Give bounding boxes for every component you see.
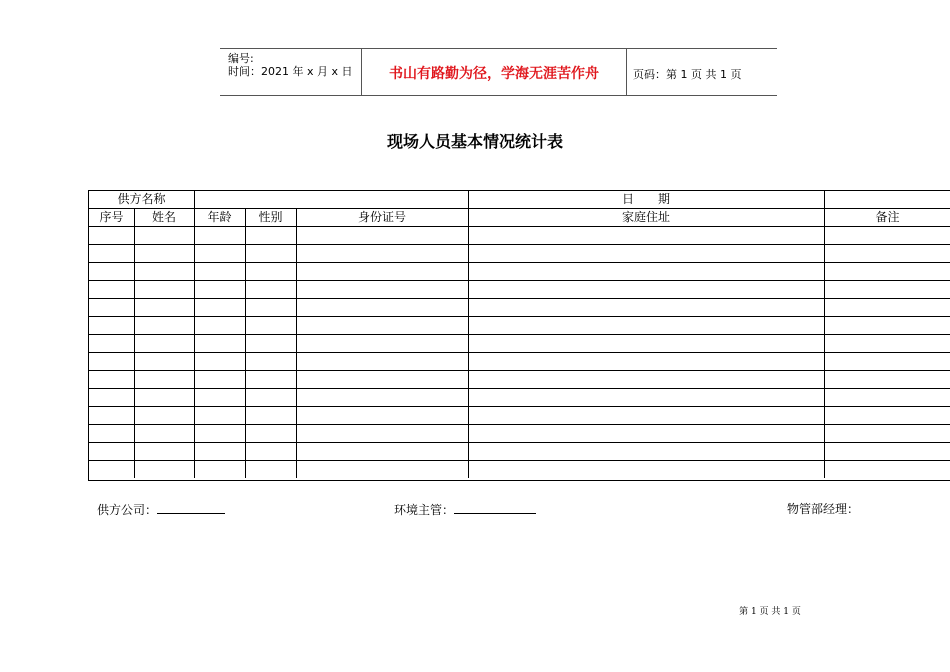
table-cell[interactable] — [468, 389, 824, 406]
table-cell[interactable] — [89, 461, 134, 478]
date-label: 日 期 — [621, 192, 670, 206]
supplier-name-label: 供方名称 — [117, 192, 166, 206]
table-cell[interactable] — [89, 227, 134, 244]
table-cell[interactable] — [134, 227, 194, 244]
table-cell[interactable] — [194, 317, 245, 334]
table-cell[interactable] — [194, 281, 245, 298]
table-cell[interactable] — [824, 371, 950, 388]
table-cell[interactable] — [468, 317, 824, 334]
table-cell[interactable] — [296, 281, 468, 298]
table-cell[interactable] — [89, 245, 134, 262]
table-cell[interactable] — [245, 371, 296, 388]
table-cell[interactable] — [194, 371, 245, 388]
table-cell[interactable] — [89, 371, 134, 388]
table-cell[interactable] — [296, 353, 468, 370]
materials-manager-signature — [787, 501, 859, 517]
table-cell[interactable] — [89, 281, 134, 298]
table-cell[interactable] — [194, 227, 245, 244]
table-cell[interactable] — [824, 425, 950, 442]
env-supervisor-label: 环境主管： — [394, 503, 455, 517]
table-cell[interactable] — [245, 353, 296, 370]
table-cell[interactable] — [296, 299, 468, 316]
table-cell[interactable] — [134, 263, 194, 280]
table-cell[interactable] — [296, 425, 468, 442]
column-header-home-address: 家庭住址 — [621, 210, 670, 224]
table-cell[interactable] — [468, 443, 824, 460]
table-cell[interactable] — [824, 407, 950, 424]
table-cell[interactable] — [824, 461, 950, 478]
table-cell[interactable] — [468, 353, 824, 370]
table-cell[interactable] — [194, 299, 245, 316]
table-cell[interactable] — [296, 443, 468, 460]
column-header-serial: 序号 — [99, 210, 124, 224]
table-cell[interactable] — [468, 263, 824, 280]
table-cell[interactable] — [296, 227, 468, 244]
table-cell[interactable] — [296, 371, 468, 388]
table-cell[interactable] — [89, 443, 134, 460]
column-header-gender: 性别 — [258, 210, 283, 224]
table-cell[interactable] — [245, 263, 296, 280]
table-cell[interactable] — [194, 389, 245, 406]
table-cell[interactable] — [245, 335, 296, 352]
table-cell[interactable] — [468, 299, 824, 316]
table-cell[interactable] — [134, 299, 194, 316]
table-cell[interactable] — [245, 299, 296, 316]
table-cell[interactable] — [194, 353, 245, 370]
table-cell[interactable] — [89, 335, 134, 352]
table-cell[interactable] — [194, 443, 245, 460]
table-cell[interactable] — [468, 407, 824, 424]
table-cell[interactable] — [296, 461, 468, 478]
table-cell[interactable] — [824, 245, 950, 262]
table-cell[interactable] — [89, 263, 134, 280]
table-cell[interactable] — [245, 389, 296, 406]
table-cell[interactable] — [468, 335, 824, 352]
table-cell[interactable] — [245, 227, 296, 244]
table-cell[interactable] — [468, 281, 824, 298]
table-cell[interactable] — [134, 335, 194, 352]
table-cell[interactable] — [296, 317, 468, 334]
document-number-label: 编号: — [228, 52, 254, 65]
materials-manager-label: 物管部经理： — [787, 502, 860, 516]
table-cell[interactable] — [245, 317, 296, 334]
table-cell[interactable] — [134, 245, 194, 262]
table-cell[interactable] — [245, 461, 296, 478]
table-cell[interactable] — [468, 245, 824, 262]
table-cell[interactable] — [245, 245, 296, 262]
column-header-name: 姓名 — [151, 210, 176, 224]
table-cell[interactable] — [824, 263, 950, 280]
supplier-name-value[interactable] — [194, 191, 468, 208]
page-footer: 第 1 页 共 1 页 — [739, 607, 801, 617]
table-cell[interactable] — [824, 281, 950, 298]
table-cell[interactable] — [468, 227, 824, 244]
supplier-company-label: 供方公司： — [97, 503, 158, 517]
header-slogan: 书山有路勤为径，学海无涯苦作舟 — [389, 66, 599, 82]
table-cell[interactable] — [824, 389, 950, 406]
table-cell[interactable] — [89, 389, 134, 406]
column-header-id-number: 身份证号 — [357, 210, 406, 224]
env-supervisor-signature — [394, 501, 536, 518]
table-cell[interactable] — [134, 461, 194, 478]
table-cell[interactable] — [194, 335, 245, 352]
table-cell[interactable] — [245, 281, 296, 298]
page-title: 现场人员基本情况统计表 — [386, 132, 563, 151]
table-cell[interactable] — [296, 389, 468, 406]
table-cell[interactable] — [89, 407, 134, 424]
table-cell[interactable] — [89, 299, 134, 316]
supplier-company-signature — [97, 501, 225, 518]
table-cell[interactable] — [134, 425, 194, 442]
table-cell[interactable] — [89, 317, 134, 334]
table-cell[interactable] — [296, 335, 468, 352]
table-cell[interactable] — [134, 443, 194, 460]
env-supervisor-blank[interactable] — [454, 501, 536, 514]
column-header-age: 年龄 — [207, 210, 232, 224]
table-cell[interactable] — [296, 245, 468, 262]
personnel-table — [88, 190, 950, 481]
column-header-remarks: 备注 — [875, 210, 900, 224]
table-cell[interactable] — [194, 425, 245, 442]
table-cell[interactable] — [824, 443, 950, 460]
supplier-company-blank[interactable] — [157, 501, 225, 514]
table-cell[interactable] — [824, 299, 950, 316]
table-cell[interactable] — [134, 317, 194, 334]
table-cell[interactable] — [194, 461, 245, 478]
table-cell[interactable] — [824, 317, 950, 334]
header-divider — [626, 49, 627, 95]
table-cell[interactable] — [194, 245, 245, 262]
document-header — [220, 48, 777, 96]
table-cell[interactable] — [824, 353, 950, 370]
table-cell[interactable] — [89, 425, 134, 442]
table-cell[interactable] — [134, 371, 194, 388]
table-cell[interactable] — [194, 407, 245, 424]
date-value[interactable] — [824, 191, 950, 208]
header-page-info: 页码：第 1 页 共 1 页 — [633, 68, 742, 81]
table-cell[interactable] — [824, 227, 950, 244]
table-cell[interactable] — [134, 353, 194, 370]
table-cell[interactable] — [296, 263, 468, 280]
table-cell[interactable] — [296, 407, 468, 424]
table-cell[interactable] — [468, 425, 824, 442]
document-time-label: 时间：2021 年 x 月 x 日 — [228, 65, 353, 78]
table-cell[interactable] — [134, 407, 194, 424]
table-cell[interactable] — [134, 281, 194, 298]
table-cell[interactable] — [468, 371, 824, 388]
table-cell[interactable] — [134, 389, 194, 406]
table-cell[interactable] — [824, 335, 950, 352]
table-cell[interactable] — [194, 263, 245, 280]
table-cell[interactable] — [89, 353, 134, 370]
table-cell[interactable] — [245, 425, 296, 442]
table-cell[interactable] — [245, 443, 296, 460]
table-cell[interactable] — [468, 461, 824, 478]
table-cell[interactable] — [245, 407, 296, 424]
